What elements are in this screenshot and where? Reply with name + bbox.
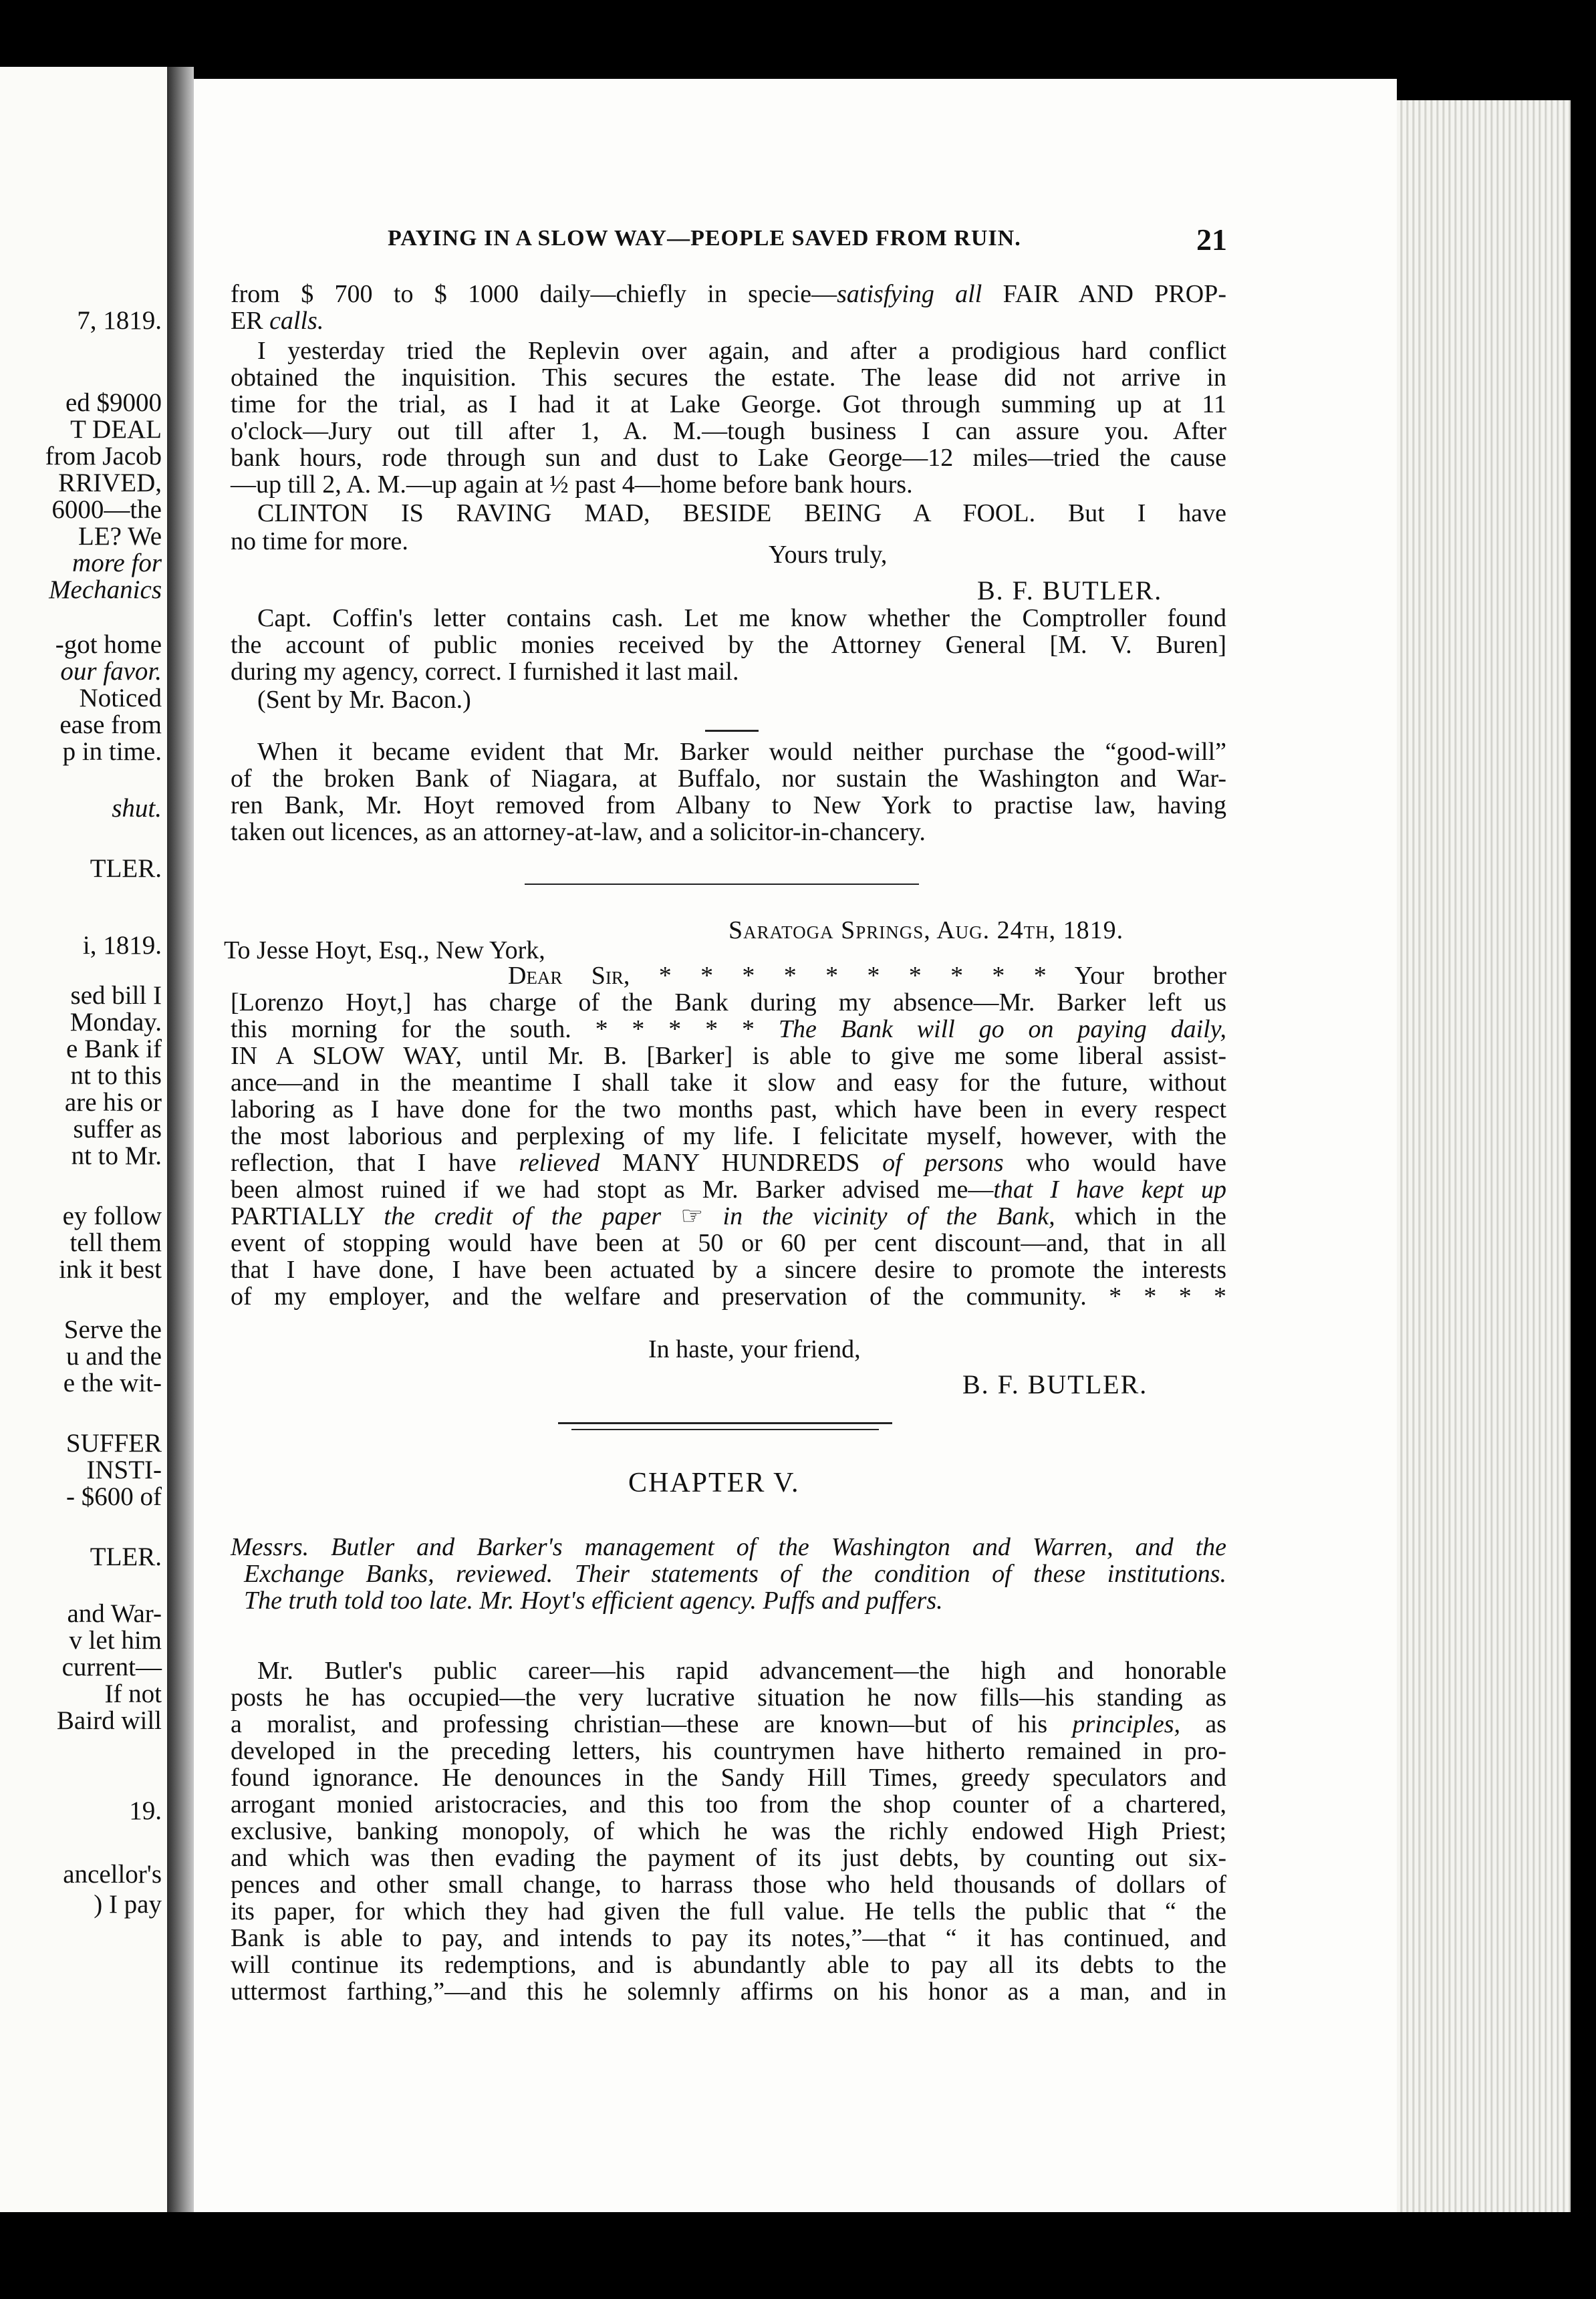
text-line: pences and other small change, to harrass those who held thousands of dollars of (231, 1871, 1226, 1899)
letter-1-closing: Yours truly, (769, 541, 888, 569)
summary-line: Messrs. Butler and Barker's management of the Washington and Warren, and the (231, 1533, 1226, 1561)
text-line: reflection, that I have relieved MANY HUNDREDS of persons who would have (231, 1149, 1226, 1177)
text-line: (Sent by Mr. Bacon.) (257, 686, 471, 714)
text-line: ren Bank, Mr. Hoyt removed from Albany to New York to practise law, having (231, 791, 1226, 819)
left-page-line: Noticed (79, 684, 162, 712)
left-page-line: ink it best (59, 1255, 162, 1284)
text-line: o'clock—Jury out till after 1, A. M.—tough business I can assure you. After (231, 417, 1226, 445)
text-line: of my employer, and the welfare and preservation of the community. * * * * (231, 1282, 1226, 1311)
text-line: and which was then evading the payment of its just debts, by counting out six- (231, 1844, 1226, 1872)
text-line: found ignorance. He denounces in the Sandy Hill Times, greedy speculators and (231, 1764, 1226, 1792)
letter-2-addressee: To Jesse Hoyt, Esq., New York, (224, 936, 545, 964)
left-page-line: ed $9000 (65, 388, 162, 417)
text-line: Capt. Coffin's letter contains cash. Let me know whether the Comptroller found (257, 604, 1226, 632)
left-page-line: nt to this (70, 1061, 162, 1090)
text-line: been almost ruined if we had stopt as Mr. Barker advised me—that I have kept up (231, 1176, 1226, 1204)
text-line: a moralist, and professing christian—these are known—but of his principles, as (231, 1710, 1226, 1738)
left-page-line: 6000—the (51, 495, 162, 524)
text-line: uttermost farthing,”—and this he solemnly affirms on his honor as a man, and in (231, 1978, 1226, 2006)
letter-2-closing: In haste, your friend, (648, 1335, 861, 1363)
text-line: —up till 2, A. M.—up again at ½ past 4—home before bank hours. (231, 470, 913, 499)
left-page-line: If not (104, 1679, 162, 1708)
chapter-divider-top (558, 1422, 892, 1424)
left-page-line: current— (61, 1653, 162, 1681)
left-page-line: SUFFER (65, 1429, 162, 1458)
chapter-divider-bottom (571, 1429, 879, 1430)
text-line: that I have done, I have been actuated by a sincere desire to promote the interests (231, 1256, 1226, 1284)
left-page-line: RRIVED, (58, 468, 162, 497)
left-page-line: TLER. (90, 854, 162, 883)
page-edges (1397, 100, 1571, 2212)
running-title: PAYING IN A SLOW WAY—PEOPLE SAVED FROM RUIN. (388, 226, 1021, 251)
short-divider (705, 730, 759, 732)
text-line: taken out licences, as an attorney-at-law, and a solicitor-in-chancery. (231, 818, 926, 846)
text-line: this morning for the south. * * * * * The Bank will go on paying daily, (231, 1015, 1226, 1043)
text-line: PARTIALLY the credit of the paper ☞ in the vicinity of the Bank, which in the (231, 1202, 1226, 1230)
left-page-line: -got home (55, 630, 162, 659)
left-page-line: T DEAL (70, 415, 162, 444)
left-page-line: ancellor's (63, 1860, 162, 1889)
text-line: obtained the inquisition. This secures the estate. The lease did not arrive in (231, 364, 1226, 392)
left-page-line: Mechanics (49, 575, 162, 604)
left-page-line: u and the (66, 1342, 162, 1371)
text-line: arrogant monied aristocracies, and this too from the shop counter of a chartered, (231, 1790, 1226, 1818)
left-page-line: more for (72, 549, 162, 577)
left-page-line: e the wit- (63, 1369, 162, 1397)
left-page-line: TLER. (90, 1542, 162, 1571)
text-line: I yesterday tried the Replevin over again, and after a prodigious hard conflict (257, 337, 1226, 365)
chapter-title: CHAPTER V. (628, 1468, 800, 1498)
text-line: Bank is able to pay, and intends to pay its notes,”—that “ it has continued, and (231, 1924, 1226, 1952)
left-page-line: sed bill I (70, 981, 162, 1010)
left-page-line: shut. (112, 794, 162, 823)
text-line: CLINTON IS RAVING MAD, BESIDE BEING A FOOL. But I have (257, 499, 1226, 527)
text-line: ER calls. (231, 307, 324, 335)
text-line: the account of public monies received by the Attorney General [M. V. Buren] (231, 631, 1226, 659)
letter-2-dateline: Saratoga Springs, Aug. 24th, 1819. (728, 916, 1124, 944)
left-page-line: and War- (67, 1599, 162, 1628)
page-number: 21 (1196, 223, 1227, 257)
text-line: of the broken Bank of Niagara, at Buffalo, nor sustain the Washington and War- (231, 765, 1226, 793)
left-page-line: 7, 1819. (77, 306, 162, 335)
text-line: ance—and in the meantime I shall take it slow and easy for the future, without (231, 1069, 1226, 1097)
text-line: posts he has occupied—the very lucrative situation he now fills—his standing as (231, 1683, 1226, 1712)
left-page-line: LE? We (78, 522, 162, 551)
section-divider (525, 884, 919, 885)
text-line: from $ 700 to $ 1000 daily—chiefly in specie—satisfying all FAIR AND PROP- (231, 280, 1226, 308)
left-page-line: ) I pay (94, 1890, 162, 1919)
left-page-line: i, 1819. (82, 931, 162, 960)
left-page-line: suffer as (73, 1115, 162, 1143)
text-line: Dear Sir, * * * * * * * * * * Your brother (508, 962, 1227, 990)
left-page-line: Baird will (56, 1706, 162, 1735)
left-page-line: v let him (69, 1626, 162, 1655)
left-page-line: p in time. (62, 737, 162, 766)
left-page-fragment (0, 67, 167, 2212)
text-line: during my agency, correct. I furnished it last mail. (231, 658, 739, 686)
left-page-line: tell them (70, 1228, 162, 1257)
left-page-line: INSTI- (86, 1456, 162, 1484)
text-line: time for the trial, as I had it at Lake George. Got through summing up at 11 (231, 390, 1226, 418)
text-line: When it became evident that Mr. Barker would neither purchase the “good-will” (257, 738, 1226, 766)
text-line: will continue its redemptions, and is abundantly able to pay all its debts to the (231, 1951, 1226, 1979)
text-line: bank hours, rode through sun and dust to Lake George—12 miles—tried the cause (231, 444, 1226, 472)
text-line: [Lorenzo Hoyt,] has charge of the Bank during my absence—Mr. Barker left us (231, 988, 1226, 1017)
summary-line: The truth told too late. Mr. Hoyt's efficient agency. Puffs and puffers. (244, 1587, 943, 1615)
text-line: its paper, for which they had given the full value. He tells the public that “ the (231, 1897, 1226, 1925)
left-page-line: are his or (64, 1088, 162, 1117)
left-page-line: Monday. (70, 1008, 162, 1037)
left-page-line: nt to Mr. (71, 1141, 162, 1170)
text-line: no time for more. (231, 527, 408, 555)
text-line: laboring as I have done for the two months past, which have been in every respect (231, 1095, 1226, 1123)
left-page-line: ease from (59, 710, 162, 739)
text-line: IN A SLOW WAY, until Mr. B. [Barker] is able to give me some liberal assist- (231, 1042, 1226, 1070)
left-page-line: from Jacob (45, 442, 162, 470)
left-page-line: e Bank if (66, 1035, 162, 1063)
text-line: exclusive, banking monopoly, of which he was the richly endowed High Priest; (231, 1817, 1226, 1845)
letter-2-signature: B. F. BUTLER. (962, 1369, 1148, 1399)
text-line: developed in the preceding letters, his countrymen have hitherto remained in pro- (231, 1737, 1226, 1765)
letter-1-signature: B. F. BUTLER. (977, 575, 1163, 605)
left-page-line: our favor. (60, 657, 162, 686)
text-line: the most laborious and perplexing of my life. I felicitate myself, however, with the (231, 1122, 1226, 1150)
summary-line: Exchange Banks, reviewed. Their statements of the condition of these institutions. (244, 1560, 1226, 1588)
left-page-line: - $600 of (66, 1482, 162, 1511)
text-line: Mr. Butler's public career—his rapid advancement—the high and honorable (257, 1657, 1226, 1685)
left-page-line: ey follow (62, 1202, 162, 1230)
book-gutter (167, 67, 194, 2212)
left-page-line: Serve the (63, 1315, 162, 1344)
left-page-line: 19. (129, 1796, 162, 1825)
text-line: event of stopping would have been at 50 or 60 per cent discount—and, that in all (231, 1229, 1226, 1257)
